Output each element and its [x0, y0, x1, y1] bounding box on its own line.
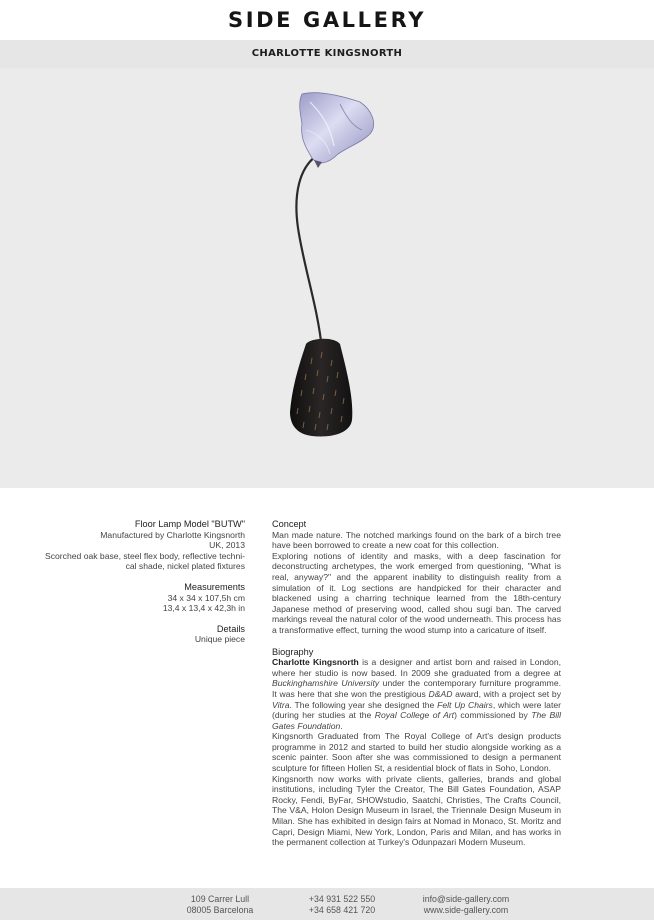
product-specs — [40, 519, 245, 645]
footer-address: 109 Carrer Lull 08005 Barcelona — [186, 894, 254, 915]
description — [272, 519, 561, 848]
biography-paragraph: Kingsnorth Graduated from The Royal College of Art's design products programme in 2012 and started to build her studio alongside working as a scenic painter. Soon after she was commissioned to design a permanent sculpture for fifteen Hollen St, a residential block of flats in Soho, London. — [272, 731, 561, 774]
spec-line: UK, 2013 — [209, 540, 245, 551]
spec-line: Scorched oak base, steel flex body, reflective techni- — [45, 550, 245, 561]
website-link[interactable]: www.side-gallery.com — [423, 905, 509, 915]
artist-name-bold: Charlotte Kingsnorth — [272, 657, 359, 668]
phone-link[interactable]: +34 931 522 550 — [308, 894, 376, 904]
lamp-shade — [300, 93, 374, 168]
floor-lamp-illustration — [0, 68, 654, 488]
lamp-stem — [296, 156, 322, 350]
product-photo — [0, 68, 654, 488]
spec-line: cal shade, nickel plated fixtures — [125, 561, 245, 572]
footer — [0, 888, 654, 920]
footer-phones — [282, 894, 402, 916]
details-value: Unique piece — [194, 634, 245, 645]
concept-paragraph: Man made nature. The notched markings found on the bark of a birch tree have been borrowed to create a new coat for this collection. — [272, 529, 561, 551]
biography-paragraph: Charlotte Kingsnorth is a designer and artist born and raised in London, where her studio is now based. In 2009 she graduated from a degree at Buckinghamshire University under the contemporary furniture programme. It was here that she won the prestigious D&AD award, with a project set by Vitra. The following year she designed the Felt Up Chairs, which were later (during her studies at the Royal College of Art) commissioned by The Bill Gates Foundation. — [272, 657, 561, 731]
concept-paragraph: Exploring notions of identity and masks, with a deep fascination for deconstructing archetypes, the work emerged from questioning, "What is real, anyway?" and the apparent inability to distinguish reality from a simulation of it. Log sections are handpicked for their character and blackened using a charring technique learned from the 18th-century Japanese method of preserving wood, called shou sugi ban. The carved markings reveal the natural color of the wood underneath. This process has a transformative effect, turning the wood stump into a caricature of itself. — [272, 550, 561, 635]
footer-contact — [406, 894, 526, 916]
biography-paragraph: Kingsnorth now works with private clients, galleries, brands and global institutions, including Tyler the Creator, The Bill Gates Foundation, ASAP Rocky, Fendi, ByFar, SHOWstudio, Saatchi, Christies, The Crafts Council, The V&A, Holon Design Museum in Israel, the Triennale Design Museum in Milan. She has exhibited in design fairs at Nomad in Monaco, St. Moritz and Capri, Design Miami, New York, London, Paris and Milan, and has works in the permanent collection at Turkey's Odunpazari Modern Museum. — [272, 773, 561, 848]
artist-name: CHARLOTTE KINGSNORTH — [251, 48, 403, 59]
email-link[interactable]: info@side-gallery.com — [422, 894, 510, 904]
product-title: Floor Lamp Model "BUTW" — [134, 519, 245, 529]
measurements-heading: Measurements — [184, 581, 245, 592]
brand-logo: SIDE GALLERY — [227, 8, 427, 32]
phone-link[interactable]: +34 658 421 720 — [308, 905, 376, 915]
biography-heading: Biography — [272, 646, 314, 657]
concept-heading: Concept — [272, 519, 307, 529]
lamp-base — [290, 339, 352, 437]
measurement-in: 13,4 x 13,4 x 42,3h in — [162, 603, 245, 614]
details-heading: Details — [216, 623, 245, 634]
artist-name-banner — [0, 40, 654, 68]
spec-line: Manufactured by Charlotte Kingsnorth — [100, 529, 245, 540]
measurement-cm: 34 x 34 x 107,5h cm — [167, 592, 245, 603]
